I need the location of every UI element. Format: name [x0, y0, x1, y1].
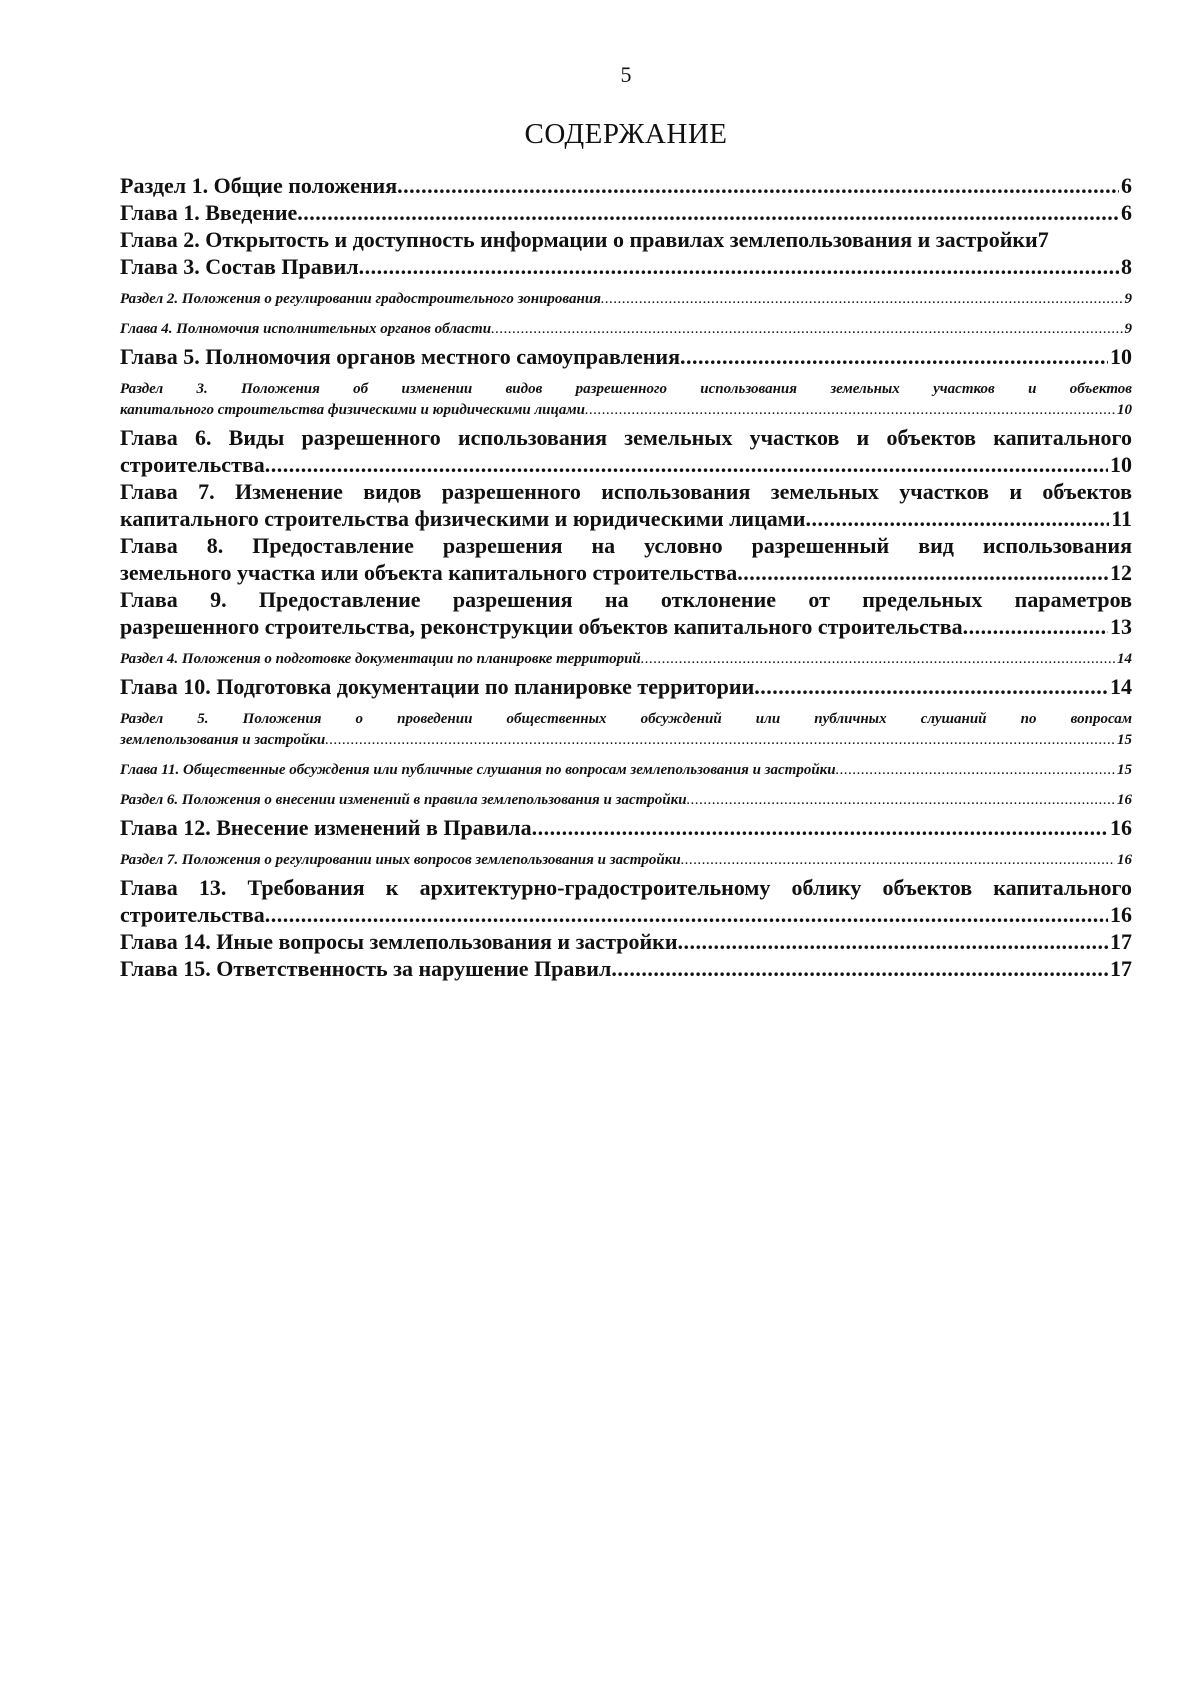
toc-entry[interactable] [120, 319, 1132, 340]
dot-leader [687, 790, 1115, 811]
dot-leader [397, 172, 1119, 199]
toc-entry-title: земельного участка или объекта капитального строительства [120, 560, 738, 585]
toc-entry[interactable] [120, 709, 1132, 751]
toc-entry-title: Глава 4. Полномочия исполнительных органов области [120, 321, 492, 337]
toc-entry-title: Раздел 4. Положения о подготовке документации по планировке территорий [120, 651, 641, 667]
toc-entry-page: 10 [1110, 452, 1132, 477]
toc-entry-title: капитального строительства физическими и юридическими лицами [120, 506, 806, 531]
toc-entry-title: строительства [120, 452, 265, 477]
toc-title: СОДЕРЖАНИЕ [524, 118, 728, 150]
toc-entry-title: Раздел 6. Положения о внесении изменений в правила землепользования и застройки [120, 792, 687, 808]
toc-entry-page: 8 [1121, 254, 1132, 279]
toc-entry-page: 16 [1117, 852, 1132, 868]
toc-entry-title: Глава 5. Полномочия органов местного самоуправления [120, 344, 680, 369]
toc-entry-page: 13 [1110, 614, 1132, 639]
toc-entry-page: 6 [1121, 173, 1132, 198]
dot-leader [836, 760, 1115, 781]
toc-entry-title: Глава 1. Введение [120, 200, 298, 225]
toc-entry[interactable] [120, 673, 1132, 700]
toc-entry-page: 17 [1110, 929, 1132, 954]
toc-entry[interactable] [120, 760, 1132, 781]
toc-entry[interactable] [120, 226, 1132, 253]
toc-entry-page: 16 [1110, 902, 1132, 927]
toc-entry[interactable] [120, 424, 1132, 478]
toc-entry-page: 14 [1110, 674, 1132, 699]
toc-entry-line: Глава 13. Требования к архитектурно-градостроительному облику объектов капитального [120, 875, 1132, 900]
toc-entry-title: Глава 3. Состав Правил [120, 254, 359, 279]
toc-entry-page: 17 [1110, 956, 1132, 981]
toc-entry-page: 15 [1117, 732, 1132, 748]
dot-leader [737, 559, 1108, 586]
toc-entry-page: 12 [1110, 560, 1132, 585]
dot-leader [805, 505, 1109, 532]
dot-leader [611, 955, 1108, 982]
toc-entry-title: Глава 11. Общественные обсуждения или публичные слушания по вопросам землепользования и застройки [120, 762, 836, 778]
toc-entry-page: 16 [1110, 815, 1132, 840]
toc-entry-title: разрешенного строительства, реконструкции объектов капитального строительства [120, 614, 963, 639]
toc-entry[interactable] [120, 343, 1132, 370]
toc-entry-page: 6 [1121, 200, 1132, 225]
toc-entry[interactable] [120, 874, 1132, 928]
dot-leader [641, 649, 1115, 670]
toc-entry-line: Глава 8. Предоставление разрешения на условно разрешенный вид использования [120, 533, 1132, 558]
dot-leader [265, 451, 1108, 478]
toc-entry-title: строительства [120, 902, 265, 927]
toc-entry-line: Глава 9. Предоставление разрешения на отклонение от предельных параметров [120, 587, 1132, 612]
toc-entry[interactable] [120, 253, 1132, 280]
dot-leader [265, 901, 1108, 928]
dot-leader [680, 343, 1108, 370]
toc-entry[interactable] [120, 928, 1132, 955]
toc-entry-page: 10 [1117, 402, 1132, 418]
toc-entry[interactable] [120, 850, 1132, 871]
toc-entry-page: 10 [1110, 344, 1132, 369]
toc-entry-title: землепользования и застройки [120, 732, 326, 748]
toc-entry-page: 16 [1117, 792, 1132, 808]
toc-entry[interactable] [120, 955, 1132, 982]
dot-leader [678, 928, 1108, 955]
dot-leader [601, 289, 1123, 310]
toc-entry-title: Глава 2. Открытость и доступность информации о правилах землепользования и застройки [120, 227, 1038, 252]
dot-leader [532, 814, 1108, 841]
toc-entry-line: Глава 6. Виды разрешенного использования земельных участков и объектов капитального [120, 425, 1132, 450]
toc-entry-page: 14 [1117, 651, 1132, 667]
toc-entry[interactable] [120, 199, 1132, 226]
toc-entry-page: 9 [1124, 291, 1132, 307]
toc-entry[interactable] [120, 172, 1132, 199]
toc-entry-title: Глава 10. Подготовка документации по планировке территории [120, 674, 755, 699]
toc-entry[interactable] [120, 478, 1132, 532]
toc-entry[interactable] [120, 649, 1132, 670]
dot-leader [585, 400, 1115, 421]
dot-leader [681, 850, 1115, 871]
toc-entry-title: Глава 14. Иные вопросы землепользования и застройки [120, 929, 678, 954]
toc-entry-page: 15 [1117, 762, 1132, 778]
toc-entry[interactable] [120, 289, 1132, 310]
page-number: 5 [620, 62, 632, 87]
toc-entry[interactable] [120, 532, 1132, 586]
dot-leader [297, 199, 1119, 226]
toc-entry-title: Раздел 1. Общие положения [120, 173, 398, 198]
toc-entry-title: капитального строительства физическими и юридическими лицами [120, 402, 585, 418]
toc-entry-line: Раздел 5. Положения о проведении общественных обсуждений или публичных слушаний по вопросам [120, 711, 1132, 727]
toc-entry-title: Раздел 2. Положения о регулировании градостроительного зонирования [120, 291, 601, 307]
toc-entry[interactable] [120, 586, 1132, 640]
dot-leader [325, 730, 1115, 751]
toc-entry-title: Глава 15. Ответственность за нарушение Правил [120, 956, 612, 981]
dot-leader [754, 673, 1108, 700]
toc-entry-title: Глава 12. Внесение изменений в Правила [120, 815, 532, 840]
toc-entry-line: Глава 7. Изменение видов разрешенного использования земельных участков и объектов [120, 479, 1132, 504]
toc-entry-page: 9 [1124, 321, 1132, 337]
toc-entry[interactable] [120, 814, 1132, 841]
toc-entry-page: 7 [1037, 227, 1049, 252]
toc-entry[interactable] [120, 379, 1132, 421]
toc-entry-line: Раздел 3. Положения об изменении видов разрешенного использования земельных участков и объектов [120, 381, 1132, 397]
toc-entry[interactable] [120, 790, 1132, 811]
toc-entry-title: Раздел 7. Положения о регулировании иных вопросов землепользования и застройки [120, 852, 681, 868]
table-of-contents [120, 172, 1132, 982]
dot-leader [963, 613, 1108, 640]
toc-entry-page: 11 [1111, 506, 1132, 531]
dot-leader [359, 253, 1119, 280]
dot-leader [491, 319, 1122, 340]
